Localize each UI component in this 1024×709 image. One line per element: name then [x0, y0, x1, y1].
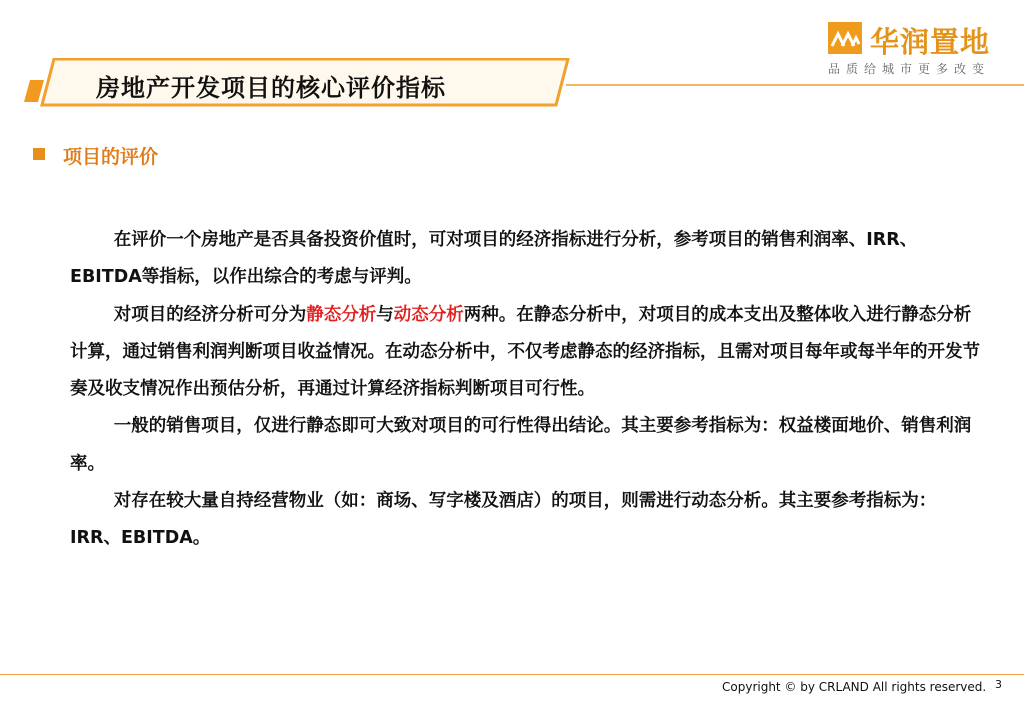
- logo-mark-icon: [828, 22, 862, 54]
- page-number: 3: [995, 678, 1002, 691]
- company-logo: [828, 20, 998, 80]
- paragraph-4: 对存在较大量自持经营物业（如：商场、写字楼及酒店）的项目，则需进行动态分析。其主要参考指标为：IRR、EBITDA。: [70, 491, 937, 549]
- footer-divider: [0, 674, 1024, 675]
- paragraph-2-intro: 对项目的经济分析可分为: [113, 304, 307, 325]
- section-title: 项目的评价: [63, 146, 159, 168]
- page-title: 房地产开发项目的核心评价指标: [96, 74, 446, 102]
- logo-name: 华润置地: [870, 25, 991, 59]
- paragraph-2-rest: 两种。在静态分析中，对项目的成本支出及整体收入进行静态分析计算，通过销售利润判断项目收益情况。在动态分析中，不仅考虑静态的经济指标，且需对项目每年或每半年的开发节奏及收支情况作出预估分析，再通过计算经济指标判断项目可行性。: [70, 304, 980, 400]
- highlight-dynamic-analysis: 动态分析: [393, 304, 464, 325]
- copyright-notice: Copyright © by CRLAND All rights reserved.: [722, 680, 987, 694]
- paragraph-2: [70, 297, 985, 409]
- square-bullet-icon: [33, 148, 45, 160]
- paragraph-2-and: 与: [376, 304, 394, 325]
- paragraph-1: 在评价一个房地产是否具备投资价值时，可对项目的经济指标进行分析，参考项目的销售利润率、IRR、EBITDA等指标，以作出综合的考虑与评判。: [70, 230, 918, 288]
- paragraph-3: 一般的销售项目，仅进行静态即可大致对项目的可行性得出结论。其主要参考指标为：权益楼面地价、销售利润率。: [70, 416, 972, 474]
- highlight-static-analysis: 静态分析: [306, 304, 377, 325]
- logo-slogan: 品质给城市更多改变: [828, 62, 991, 76]
- body-text: [70, 222, 985, 558]
